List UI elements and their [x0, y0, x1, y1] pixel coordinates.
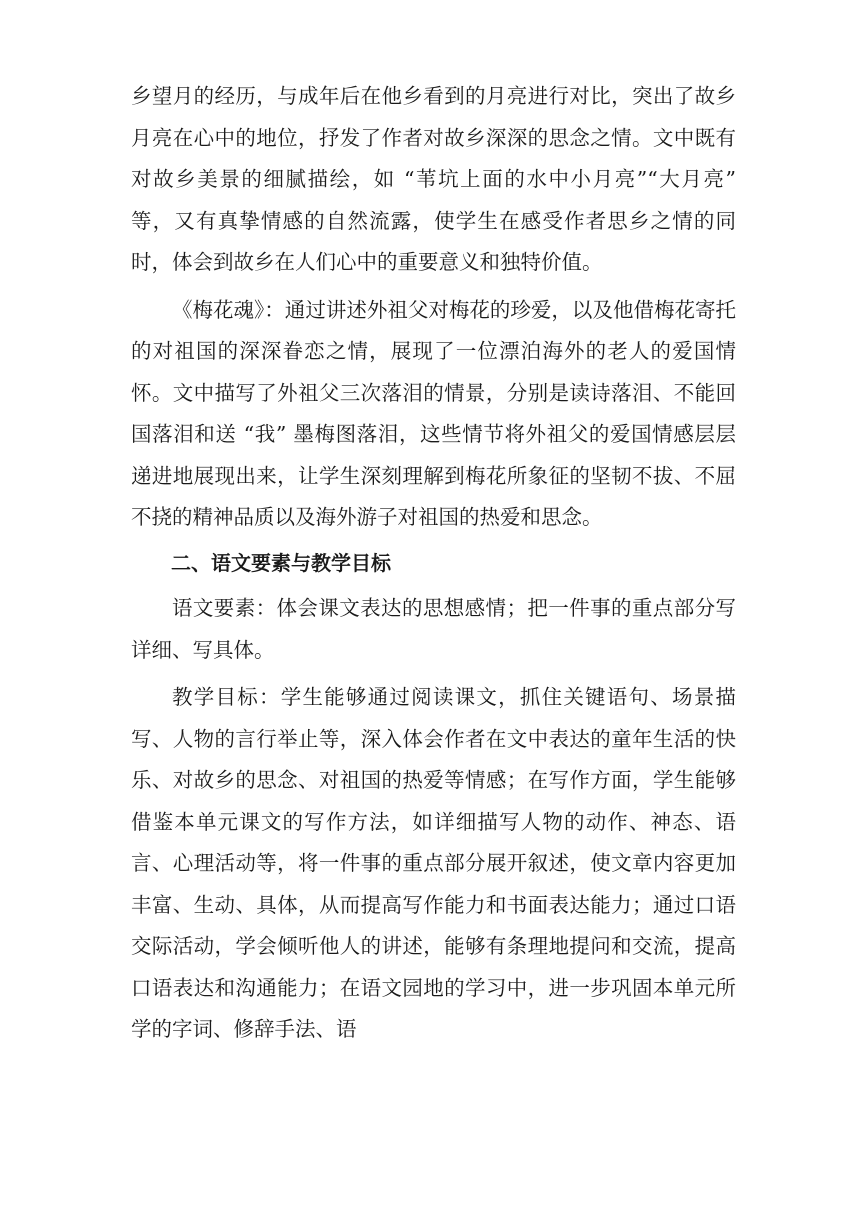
section-heading: 二、语文要素与教学目标 [171, 550, 391, 575]
paragraph-teaching-goals: 教学目标：学生能够通过阅读课文，抓住关键语句、场景描写、人物的言行举止等，深入体会作者在文中表达的童年生活的快乐、对故乡的思念、对祖国的热爱等情感；在写作方面，学生能够借鉴本单元课文的写作方法，如详细描写人物的动作、神态、语言、心理活动等，将一件事的重点部分展开叙述，使文章内容更加丰富、生动、具体，从而提高写作能力和书面表达能力；通过口语交际活动，学会倾听他人的讲述，能够有条理地提问和交流，提高口语表达和沟通能力；在语文园地的学习中，进一步巩固本单元所学的字词、修辞手法、语 [131, 685, 736, 1041]
paragraph-hometown-moon-continued: 乡望月的经历，与成年后在他乡看到的月亮进行对比，突出了故乡月亮在心中的地位，抒发了作者对故乡深深的思念之情。文中既有对故乡美景的细腻描绘，如 “苇坑上面的水中小月亮”“大月亮” 等，又有真挚情感的自然流露，使学生在感受作者思乡之情的同时，体会到故乡在人们心中的重要意义和独特价值。 [131, 84, 736, 274]
document-body [131, 76, 736, 1051]
paragraph-plum-blossom-soul: 《梅花魂》：通过讲述外祖父对梅花的珍爱，以及他借梅花寄托的对祖国的深深眷恋之情，展现了一位漂泊海外的老人的爱国情怀。文中描写了外祖父三次落泪的情景，分别是读诗落泪、不能回国落泪和送 “我” 墨梅图落泪，这些情节将外祖父的爱国情感层层递进地展现出来，让学生深刻理解到梅花所象征的坚韧不拔、不屈不挠的精神品质以及海外游子对祖国的热爱和思念。 [131, 297, 736, 529]
paragraph-language-elements: 语文要素：体会课文表达的思想感情；把一件事的重点部分写详细、写具体。 [131, 596, 736, 662]
